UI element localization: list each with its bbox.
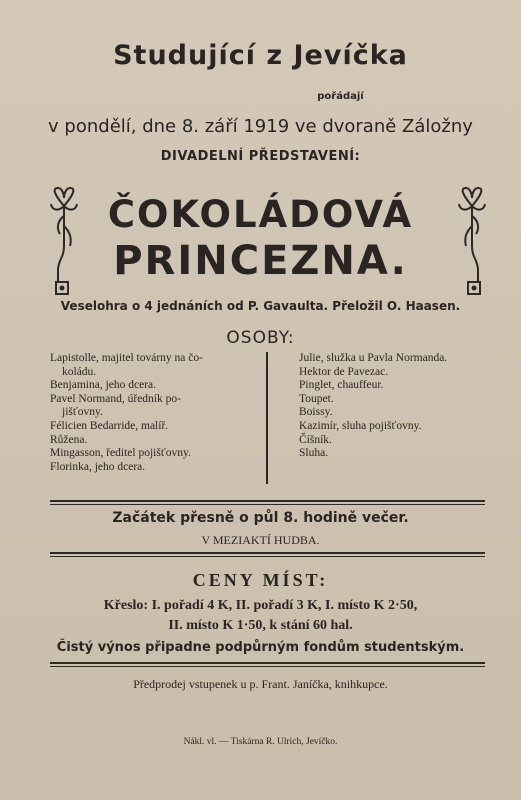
performance-label: DIVADELNÍ PŘEDSTAVENÍ:	[160, 149, 361, 164]
play-title-line-1: ČOKOLÁDOVÁ	[107, 193, 414, 236]
cast-item: Mingasson, ředitel pojišťovny.	[50, 447, 191, 460]
cast-item: Florinka, jeho dcera.	[50, 460, 146, 473]
cast-item: Toupet.	[299, 392, 334, 405]
printer-imprint: Nákl. vl. — Tiskárna R. Ulrich, Jevíčko.	[183, 737, 338, 747]
divider-rule	[50, 552, 485, 554]
cast-list-left	[50, 352, 255, 474]
cast-heading: OSOBY:	[226, 328, 295, 348]
play-title-line-2: PRINCEZNA.	[113, 238, 408, 284]
prices-line-2: II. místo K 1·50, k stání 60 hal.	[168, 618, 353, 633]
divider-rule	[50, 500, 485, 502]
organizer-verb: pořádají	[317, 91, 364, 102]
prices-heading: CENY MÍST:	[192, 570, 329, 590]
intermission-music: V MEZIAKTÍ HUDBA.	[201, 533, 320, 547]
cast-item: Lapistolle, majitel továrny na čo-	[50, 352, 203, 364]
cast-item: Félicien Bedarride, malíř.	[50, 419, 169, 432]
cast-item: Číšník.	[299, 433, 332, 446]
proceeds-note: Čistý výnos připadne podpůrným fondům studentským.	[56, 640, 465, 655]
organizer-title: Studující z Jevíčka	[113, 40, 408, 71]
divider-rule	[50, 662, 485, 664]
cast-item: Boissy.	[299, 406, 333, 419]
cast-item: Kazimír, sluha pojišťovny.	[299, 419, 422, 432]
cast-divider	[266, 352, 268, 484]
cast-item: Pinglet, chauffeur.	[299, 379, 384, 392]
cast-item: Julie, služka u Pavla Normanda.	[299, 352, 448, 364]
presale-note: Předprodej vstupenek u p. Frant. Janíčka, knihkupce.	[133, 677, 388, 691]
date-line: v pondělí, dne 8. září 1919 ve dvoraně Záložny	[48, 116, 473, 137]
cast-item: jišťovny.	[62, 406, 103, 419]
prices-line-1: Křeslo: I. pořadí 4 K, II. pořadí 3 K, I. místo K 2·50,	[103, 598, 418, 613]
cast-list-right	[299, 352, 509, 461]
cast-item: koládu.	[62, 365, 97, 378]
cast-item: Pavel Normand, úředník po-	[50, 392, 181, 405]
cast-item: Sluha.	[299, 447, 329, 460]
cast-item: Hektor de Pavezac.	[299, 365, 389, 378]
cast-item: Benjamina, jeho dcera.	[50, 379, 157, 392]
cast-item: Růžena.	[50, 433, 88, 446]
start-time: Začátek přesně o půl 8. hodině večer.	[112, 510, 409, 526]
play-subtitle: Veselohra o 4 jednáních od P. Gavaulta. Přeložil O. Haasen.	[60, 299, 461, 313]
